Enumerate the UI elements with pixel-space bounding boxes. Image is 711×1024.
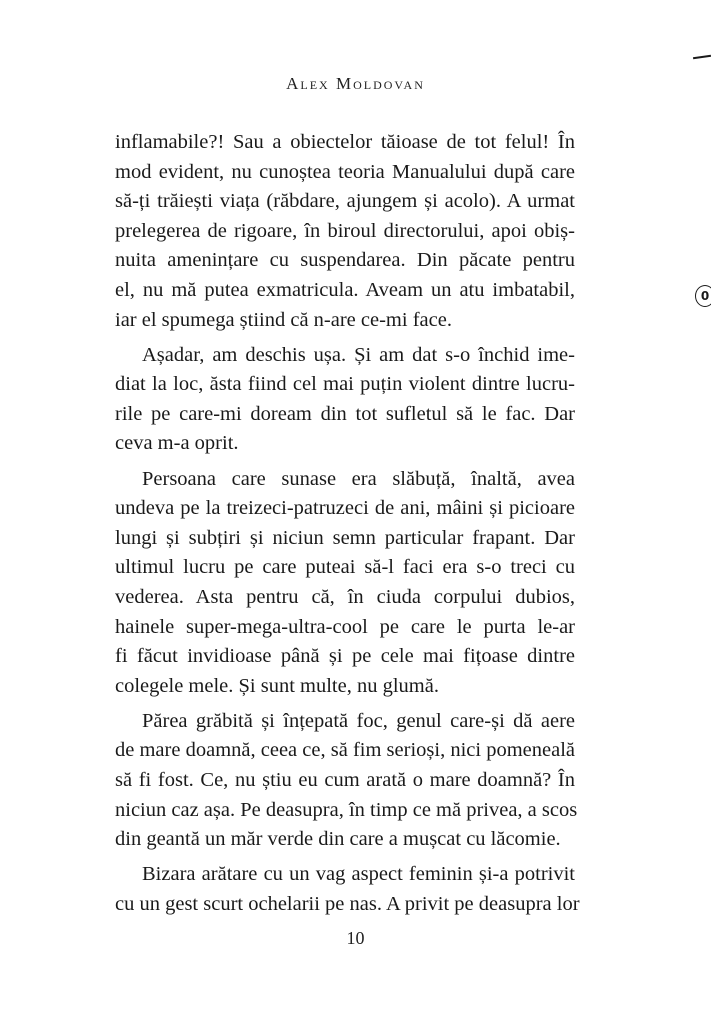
paragraph xyxy=(115,128,575,335)
text-line: nuita amenințare cu suspendarea. Din păcate pentru xyxy=(115,249,575,272)
text-line: fi făcut invidioase până și pe cele mai fițoase dintre xyxy=(115,645,575,668)
paragraph xyxy=(115,707,578,855)
running-header-author: Alex Moldovan xyxy=(286,74,425,93)
text-line: vederea. Asta pentru că, în ciuda corpului dubios, xyxy=(115,585,575,608)
paragraph xyxy=(115,341,575,459)
page-edge-mark xyxy=(693,55,711,59)
text-line: colegele mele. Și sunt multe, nu glumă. xyxy=(115,674,439,697)
text-line: Așadar, am deschis ușa. Și am dat s-o închid ime- xyxy=(142,343,575,366)
text-line: hainele super-mega-ultra-cool pe care le purta le-ar xyxy=(115,615,575,638)
text-line: Părea grăbită și înțepată foc, genul care-și dă aere xyxy=(142,709,575,732)
text-line: de mare doamnă, ceea ce, să fim serioși, nici pomeneală xyxy=(115,739,575,762)
text-line: mod evident, nu cunoștea teoria Manualului după care xyxy=(115,160,575,183)
text-line: prelegerea de rigoare, în biroul directorului, apoi obiș- xyxy=(115,219,575,242)
text-line: inflamabile?! Sau a obiectelor tăioase de tot felul! În xyxy=(115,131,575,153)
text-line: Persoana care sunase era slăbuță, înaltă, avea xyxy=(142,467,575,490)
text-line: diat la loc, ăsta fiind cel mai puțin violent dintre lucru- xyxy=(115,373,575,396)
text-line: ultimul lucru pe care puteai să-l faci era s-o treci cu xyxy=(115,556,575,579)
text-line: Bizara arătare cu un vag aspect feminin și-a potrivit xyxy=(142,863,575,886)
text-line: el, nu mă putea exmatricula. Aveam un atu imbatabil, xyxy=(115,278,575,301)
text-line: din geantă un măr verde din care a mușcat cu lăcomie. xyxy=(115,828,561,851)
text-line: undeva pe la treizeci-patruzeci de ani, mâini și picioare xyxy=(115,497,575,520)
page-edge-circle-icon: 0 xyxy=(695,285,711,307)
text-line: lungi și subțiri și niciun semn particular frapant. Dar xyxy=(115,526,575,549)
text-line: cu un gest scurt ochelarii pe nas. A privit pe deasupra lor xyxy=(115,892,580,915)
paragraph xyxy=(115,465,575,702)
text-line: să-ți trăiești viața (răbdare, ajungem și acolo). A urmat xyxy=(115,190,575,213)
text-line: iar el spumega știind că n-are ce-mi face. xyxy=(115,308,452,331)
book-page-body xyxy=(115,128,580,925)
paragraph xyxy=(115,860,580,919)
page-number: 10 xyxy=(346,928,365,948)
text-line: rile pe care-mi doream din tot sufletul să le fac. Dar xyxy=(115,402,575,425)
text-line: să fi fost. Ce, nu știu eu cum arată o mare doamnă? În xyxy=(115,768,575,791)
text-line: ceva m-a oprit. xyxy=(115,432,239,455)
text-line: niciun caz așa. Pe deasupra, în timp ce mă privea, a scos xyxy=(115,798,578,821)
